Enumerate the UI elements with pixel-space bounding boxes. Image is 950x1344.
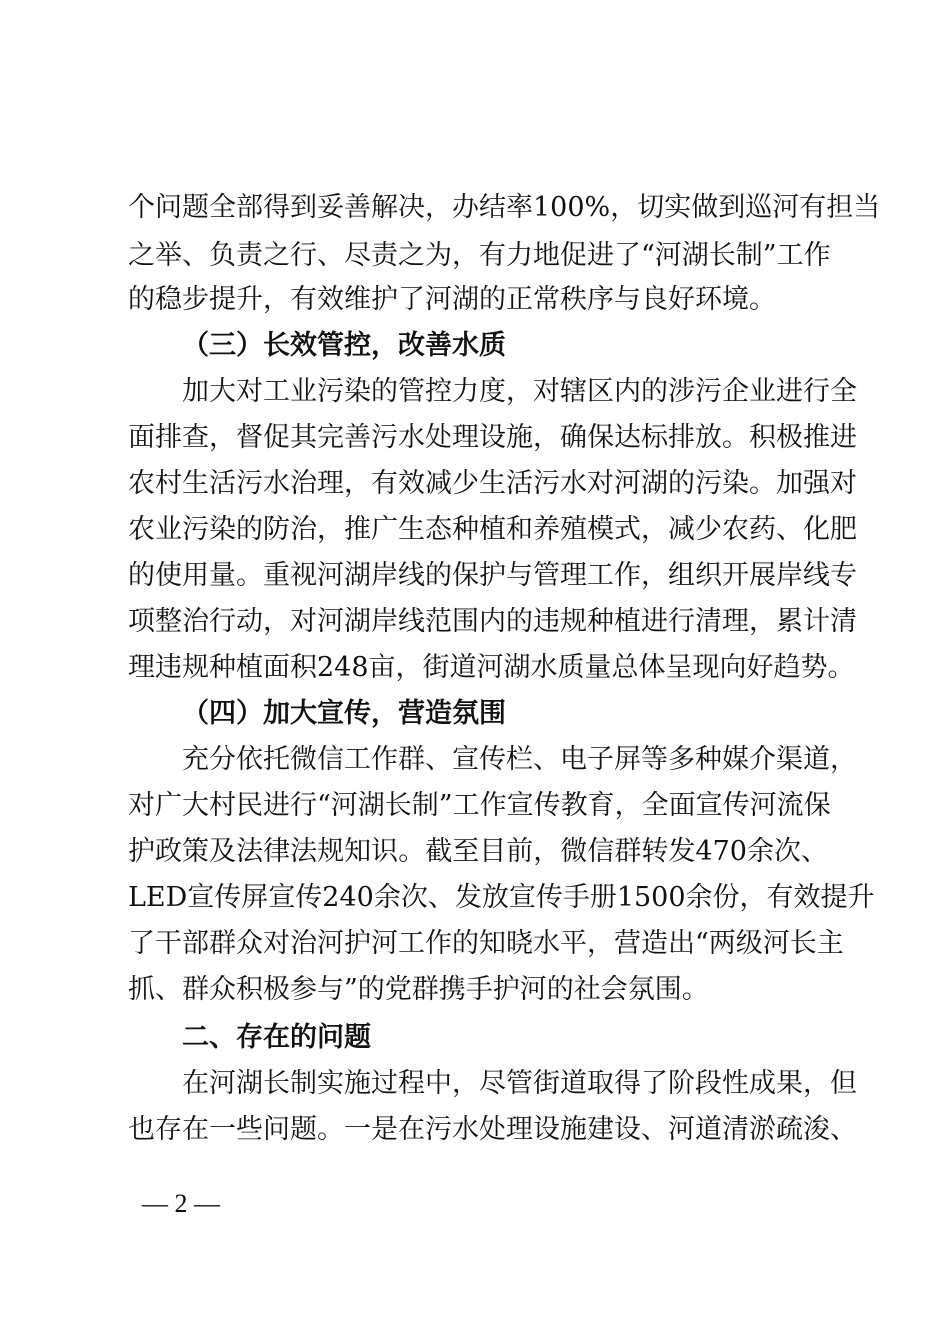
paragraph-line: 农村生活污水治理，有效减少生活污水对河湖的污染。加强对 bbox=[128, 468, 857, 499]
paragraph-line: 加大对工业污染的管控力度，对辖区内的涉污企业进行全 bbox=[182, 376, 857, 407]
paragraph-line: 也存在一些问题。一是在污水处理设施建设、河道清淤疏浚、 bbox=[128, 1114, 857, 1145]
page-number: — 2 — bbox=[142, 1189, 220, 1218]
paragraph-line: 充分依托微信工作群、宣传栏、电子屏等多种媒介渠道， bbox=[182, 744, 857, 775]
paragraph-line: 在河湖长制实施过程中，尽管街道取得了阶段性成果，但 bbox=[182, 1068, 857, 1099]
paragraph-line: LED宣传屏宣传240余次、发放宣传手册1500余份，有效提升 bbox=[128, 882, 875, 913]
paragraph-line: 理违规种植面积248亩，街道河湖水质量总体呈现向好趋势。 bbox=[128, 652, 855, 683]
paragraph-line: 对广大村民进行“河湖长制”工作宣传教育，全面宣传河流保 bbox=[128, 790, 831, 821]
paragraph-line: 面排查，督促其完善污水处理设施，确保达标排放。积极推进 bbox=[128, 422, 857, 453]
paragraph-line: 抓、群众积极参与”的党群携手护河的社会氛围。 bbox=[128, 974, 709, 1005]
paragraph-line: 农业污染的防治，推广生态种植和养殖模式，减少农药、化肥 bbox=[128, 514, 857, 545]
paragraph-line: 的稳步提升，有效维护了河湖的正常秩序与良好环境。 bbox=[128, 284, 776, 315]
paragraph-line: 的使用量。重视河湖岸线的保护与管理工作，组织开展岸线专 bbox=[128, 560, 857, 591]
paragraph-line: 了干部群众对治河护河工作的知晓水平，营造出“两级河长主 bbox=[128, 928, 844, 959]
section-title-2: 二、存在的问题 bbox=[182, 1022, 371, 1053]
paragraph-line: 护政策及法律法规知识。截至目前，微信群转发470余次、 bbox=[128, 836, 828, 867]
section-heading-3: （三）长效管控，改善水质 bbox=[182, 330, 506, 361]
section-heading-4: （四）加大宣传，营造氛围 bbox=[182, 698, 506, 729]
paragraph-line: 个问题全部得到妥善解决，办结率100%，切实做到巡河有担当 bbox=[128, 192, 881, 223]
paragraph-line: 之举、负责之行、尽责之为，有力地促进了“河湖长制”工作 bbox=[128, 240, 831, 271]
paragraph-line: 项整治行动，对河湖岸线范围内的违规种植进行清理，累计清 bbox=[128, 606, 857, 637]
